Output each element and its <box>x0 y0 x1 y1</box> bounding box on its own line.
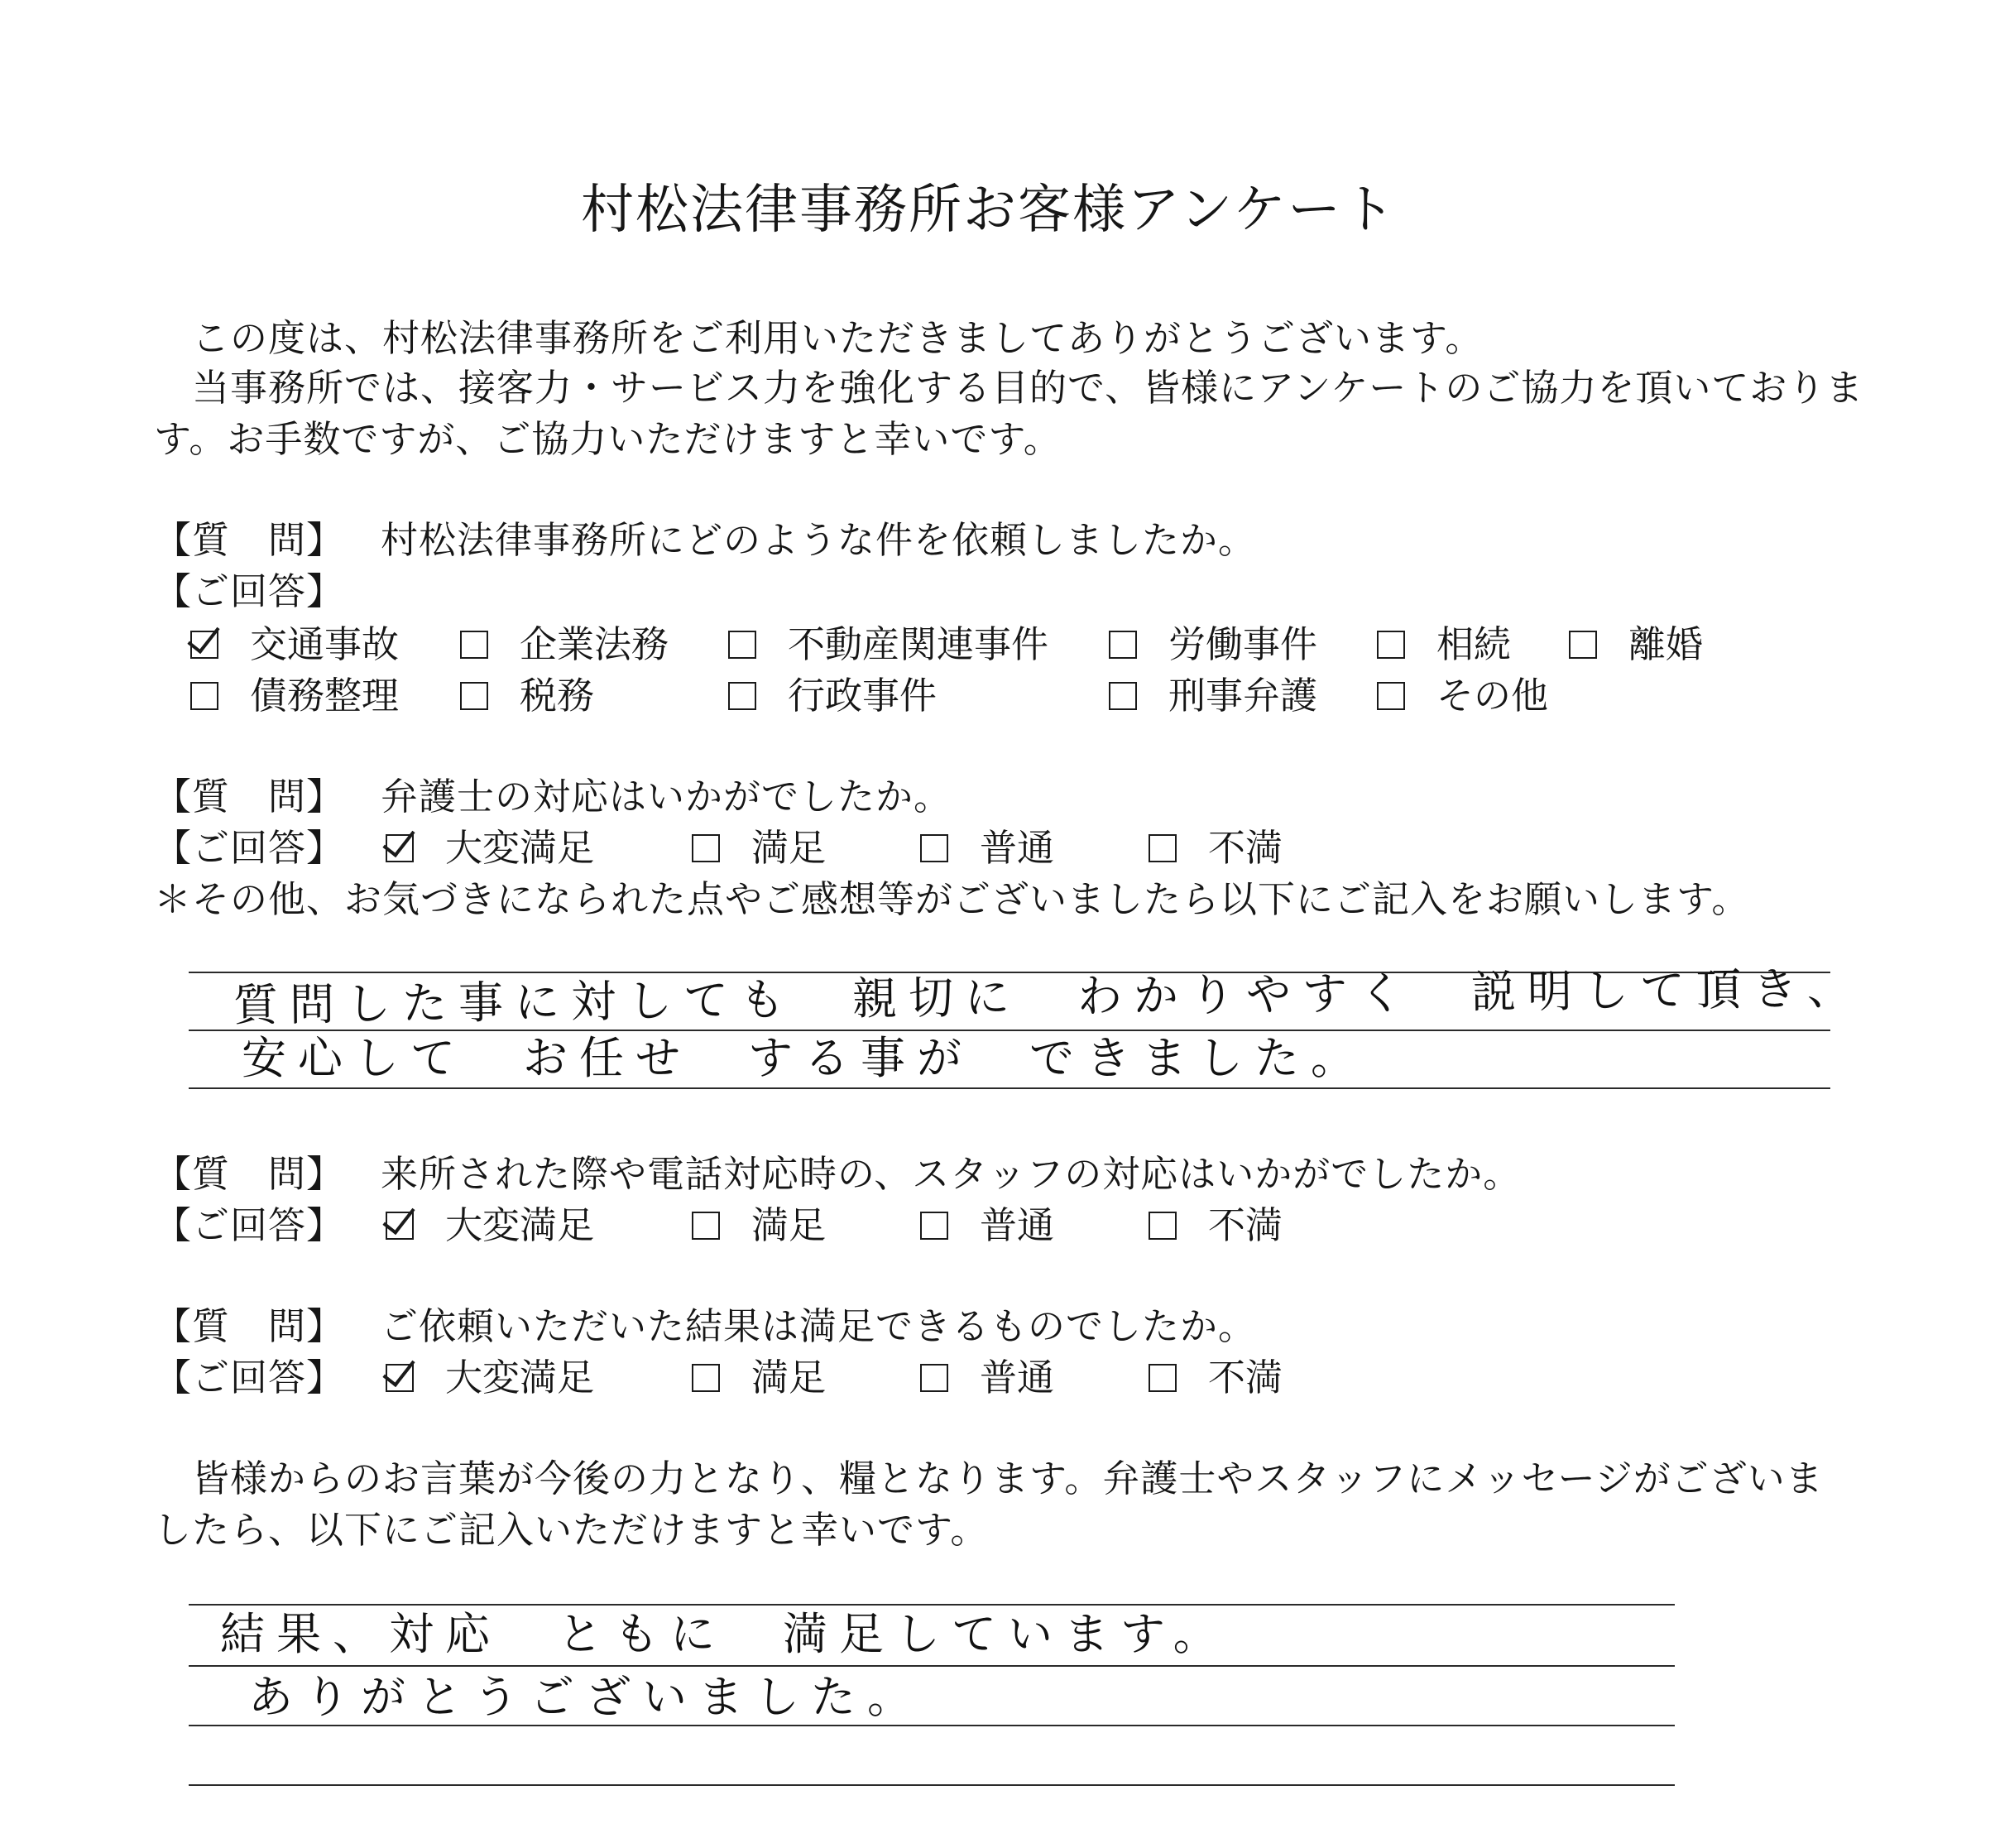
message-rule-4 <box>189 1784 1675 1786</box>
intro-line-3: す。お手数ですが、ご協力いただけますと幸いです。 <box>154 417 1062 461</box>
q3-option-average[interactable] <box>920 1203 1055 1247</box>
checkbox-checked[interactable] <box>386 1212 414 1240</box>
q4-option-average[interactable] <box>920 1356 1055 1399</box>
q1-question-text: 村松法律事務所にどのような件を依頼しましたか。 <box>381 518 1257 562</box>
checkbox[interactable] <box>1149 834 1177 862</box>
option-label: 不満 <box>1208 1356 1283 1399</box>
option-label: 離婚 <box>1628 622 1704 666</box>
option-label: 労働事件 <box>1168 622 1318 666</box>
checkbox[interactable] <box>692 1212 720 1240</box>
checkbox[interactable] <box>728 631 756 659</box>
checkbox[interactable] <box>920 1212 948 1240</box>
q3-question-label: 【質 問】 <box>154 1152 345 1196</box>
checkbox[interactable] <box>190 682 218 710</box>
message-rule-3 <box>189 1725 1675 1726</box>
q2-option-very-satisfied[interactable] <box>386 826 595 870</box>
option-label: その他 <box>1436 674 1549 718</box>
intro-line-2: 当事務所では、接客力・サービス力を強化する目的で、皆様にアンケートのご協力を頂いておりま <box>192 366 1864 410</box>
q2-question-text: 弁護士の対応はいかがでしたか。 <box>381 775 952 818</box>
option-label: 行政事件 <box>788 674 938 718</box>
checkbox[interactable] <box>1109 631 1137 659</box>
q1-option-real-estate[interactable] <box>728 622 1049 666</box>
option-label: 普通 <box>980 1203 1055 1247</box>
message-prompt-line-2: したら、以下にご記入いただけますと幸いです。 <box>154 1508 989 1552</box>
message-handwriting-line-1: 結果、対応 ともに 満足しています。 <box>220 1608 1230 1660</box>
option-label: 企業法務 <box>520 622 669 666</box>
comment-rule-2 <box>189 1030 1830 1031</box>
q1-option-administrative[interactable] <box>728 674 938 718</box>
q4-question-text: ご依頼いただいた結果は満足できるものでしたか。 <box>381 1304 1257 1348</box>
checkbox[interactable] <box>1149 1364 1177 1392</box>
option-label: 大変満足 <box>445 1203 595 1247</box>
option-label: 不動産関連事件 <box>788 622 1049 666</box>
q1-option-corporate-law[interactable] <box>460 622 669 666</box>
q1-option-divorce[interactable] <box>1569 622 1704 666</box>
q3-option-very-satisfied[interactable] <box>386 1203 595 1247</box>
checkbox-checked[interactable] <box>386 834 414 862</box>
checkbox-checked[interactable] <box>190 631 218 659</box>
checkbox[interactable] <box>1377 682 1405 710</box>
q2-question-label: 【質 問】 <box>154 775 345 818</box>
option-label: 満足 <box>751 826 827 870</box>
option-label: 債務整理 <box>250 674 400 718</box>
checkbox[interactable] <box>920 1364 948 1392</box>
option-label: 不満 <box>1208 1203 1283 1247</box>
q1-option-tax[interactable] <box>460 674 595 718</box>
q3-option-dissatisfied[interactable] <box>1149 1203 1283 1247</box>
checkbox[interactable] <box>1109 682 1137 710</box>
checkbox[interactable] <box>1569 631 1597 659</box>
checkbox[interactable] <box>692 834 720 862</box>
q2-option-average[interactable] <box>920 826 1055 870</box>
option-label: 普通 <box>980 1356 1055 1399</box>
q2-option-satisfied[interactable] <box>692 826 827 870</box>
comment-handwriting-line-1: 質問した事に対しても 親切に わかりやすく 説明して頂き、 <box>233 962 1864 1032</box>
q1-option-traffic-accident[interactable] <box>190 622 400 666</box>
q4-question-label: 【質 問】 <box>154 1304 345 1348</box>
q3-question-text: 来所された際や電話対応時の、スタッフの対応はいかがでしたか。 <box>381 1152 1522 1196</box>
q1-option-debt[interactable] <box>190 674 400 718</box>
message-prompt-line-1: 皆様からのお言葉が今後の力となり、糧となります。弁護士やスタッフにメッセージがございま <box>192 1457 1824 1500</box>
option-label: 大変満足 <box>445 1356 595 1399</box>
option-label: 税務 <box>520 674 595 718</box>
q4-answer-label: 【ご回答】 <box>154 1356 345 1399</box>
q4-option-satisfied[interactable] <box>692 1356 827 1399</box>
checkbox[interactable] <box>920 834 948 862</box>
q1-option-inheritance[interactable] <box>1377 622 1512 666</box>
q2-option-dissatisfied[interactable] <box>1149 826 1283 870</box>
q4-option-very-satisfied[interactable] <box>386 1356 595 1399</box>
q1-option-criminal[interactable] <box>1109 674 1318 718</box>
option-label: 刑事弁護 <box>1168 674 1318 718</box>
option-label: 不満 <box>1208 826 1283 870</box>
q3-answer-label: 【ご回答】 <box>154 1203 345 1247</box>
checkbox[interactable] <box>692 1364 720 1392</box>
comment-rule-3 <box>189 1087 1830 1089</box>
q2-answer-label: 【ご回答】 <box>154 826 345 870</box>
checkbox[interactable] <box>1149 1212 1177 1240</box>
option-label: 交通事故 <box>250 622 400 666</box>
option-label: 相続 <box>1436 622 1512 666</box>
q1-question-label: 【質 問】 <box>154 518 345 562</box>
q1-answer-label: 【ご回答】 <box>154 569 345 613</box>
comment-handwriting-line-2: 安心して お任せ する事が できました。 <box>242 1032 1367 1084</box>
q3-option-satisfied[interactable] <box>692 1203 827 1247</box>
q1-option-labor[interactable] <box>1109 622 1318 666</box>
intro-line-1: この度は、村松法律事務所をご利用いただきましてありがとうございます。 <box>192 316 1484 360</box>
option-label: 大変満足 <box>445 826 595 870</box>
q1-option-other[interactable] <box>1377 674 1549 718</box>
option-label: 普通 <box>980 826 1055 870</box>
checkbox[interactable] <box>460 682 488 710</box>
comment-prompt: ＊その他、お気づきになられた点やご感想等がございましたら以下にご記入をお願いします。 <box>154 877 1750 921</box>
checkbox[interactable] <box>728 682 756 710</box>
message-handwriting-line-2: ありがとうございました。 <box>248 1671 923 1723</box>
page-title: 村松法律事務所お客様アンケート <box>581 180 1398 241</box>
q4-option-dissatisfied[interactable] <box>1149 1356 1283 1399</box>
option-label: 満足 <box>751 1356 827 1399</box>
checkbox[interactable] <box>1377 631 1405 659</box>
option-label: 満足 <box>751 1203 827 1247</box>
checkbox[interactable] <box>460 631 488 659</box>
message-rule-2 <box>189 1665 1675 1667</box>
checkbox-checked[interactable] <box>386 1364 414 1392</box>
message-rule-1 <box>189 1604 1675 1606</box>
